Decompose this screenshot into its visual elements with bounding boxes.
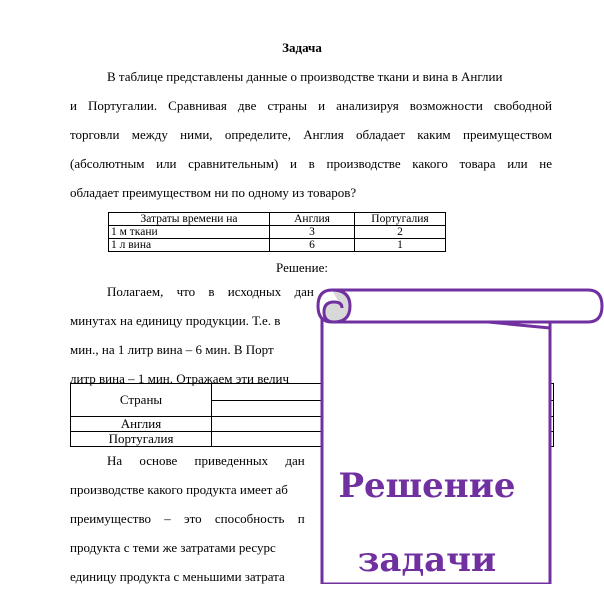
table-header-cell: Страны [71,384,212,417]
table-cell: 3 [270,226,355,239]
problem-line: В таблице представлены данные о производстве ткани и вина в Англии [107,69,503,84]
scroll-banner [310,284,604,584]
table-cell: Португалия [71,432,212,447]
table-cell: 1 л вина [109,239,270,252]
solution-line: минутах на единицу продукции. Т.е. в [70,313,281,328]
problem-line: и Португалии. Сравнивая две страны и анализируя возможности свободной [70,98,552,113]
table-row [109,239,446,252]
scroll-title-line-1: Решение [338,466,516,506]
table-cell: 1 м ткани [109,226,270,239]
problem-line: торговли между ними, определите, Англия обладает каким преимуществом [70,127,552,142]
conclusion-line: производстве какого продукта имеет аб [70,482,288,497]
solution-line: мин., на 1 литр вина – 6 мин. В Порт [70,342,274,357]
problem-line: (абсолютным или сравнительным) и в производстве какого товара или не [70,156,552,171]
table-header-cell: Затраты времени на [109,213,270,226]
conclusion-line: преимущество – это способность п [70,511,305,526]
conclusion-line: На основе приведенных дан [107,453,305,468]
table-cell: 2 [355,226,446,239]
solution-heading: Решение: [276,260,328,275]
conclusion-line: продукта с теми же затратами ресурс [70,540,276,555]
table-header-cell: Англия [270,213,355,226]
page-title: Задача [282,40,322,55]
conclusion-line: единицу продукта с меньшими затрата [70,569,285,584]
solution-line: литр вина – 1 мин. Отражаем эти велич [70,371,290,386]
table-cell: 1 [355,239,446,252]
table-header-cell: Португалия [355,213,446,226]
scroll-top-roll [318,290,602,322]
problem-line: обладает преимуществом ни по одному из товаров? [70,185,357,200]
scroll-title-line-2: задачи [357,540,497,580]
cost-table [108,212,446,252]
table-header-row [109,213,446,226]
table-row [109,226,446,239]
solution-line: Полагаем, что в исходных дан [107,284,314,299]
problem-paragraph [70,62,552,207]
table-cell: 6 [270,239,355,252]
table-cell: Англия [71,417,212,432]
